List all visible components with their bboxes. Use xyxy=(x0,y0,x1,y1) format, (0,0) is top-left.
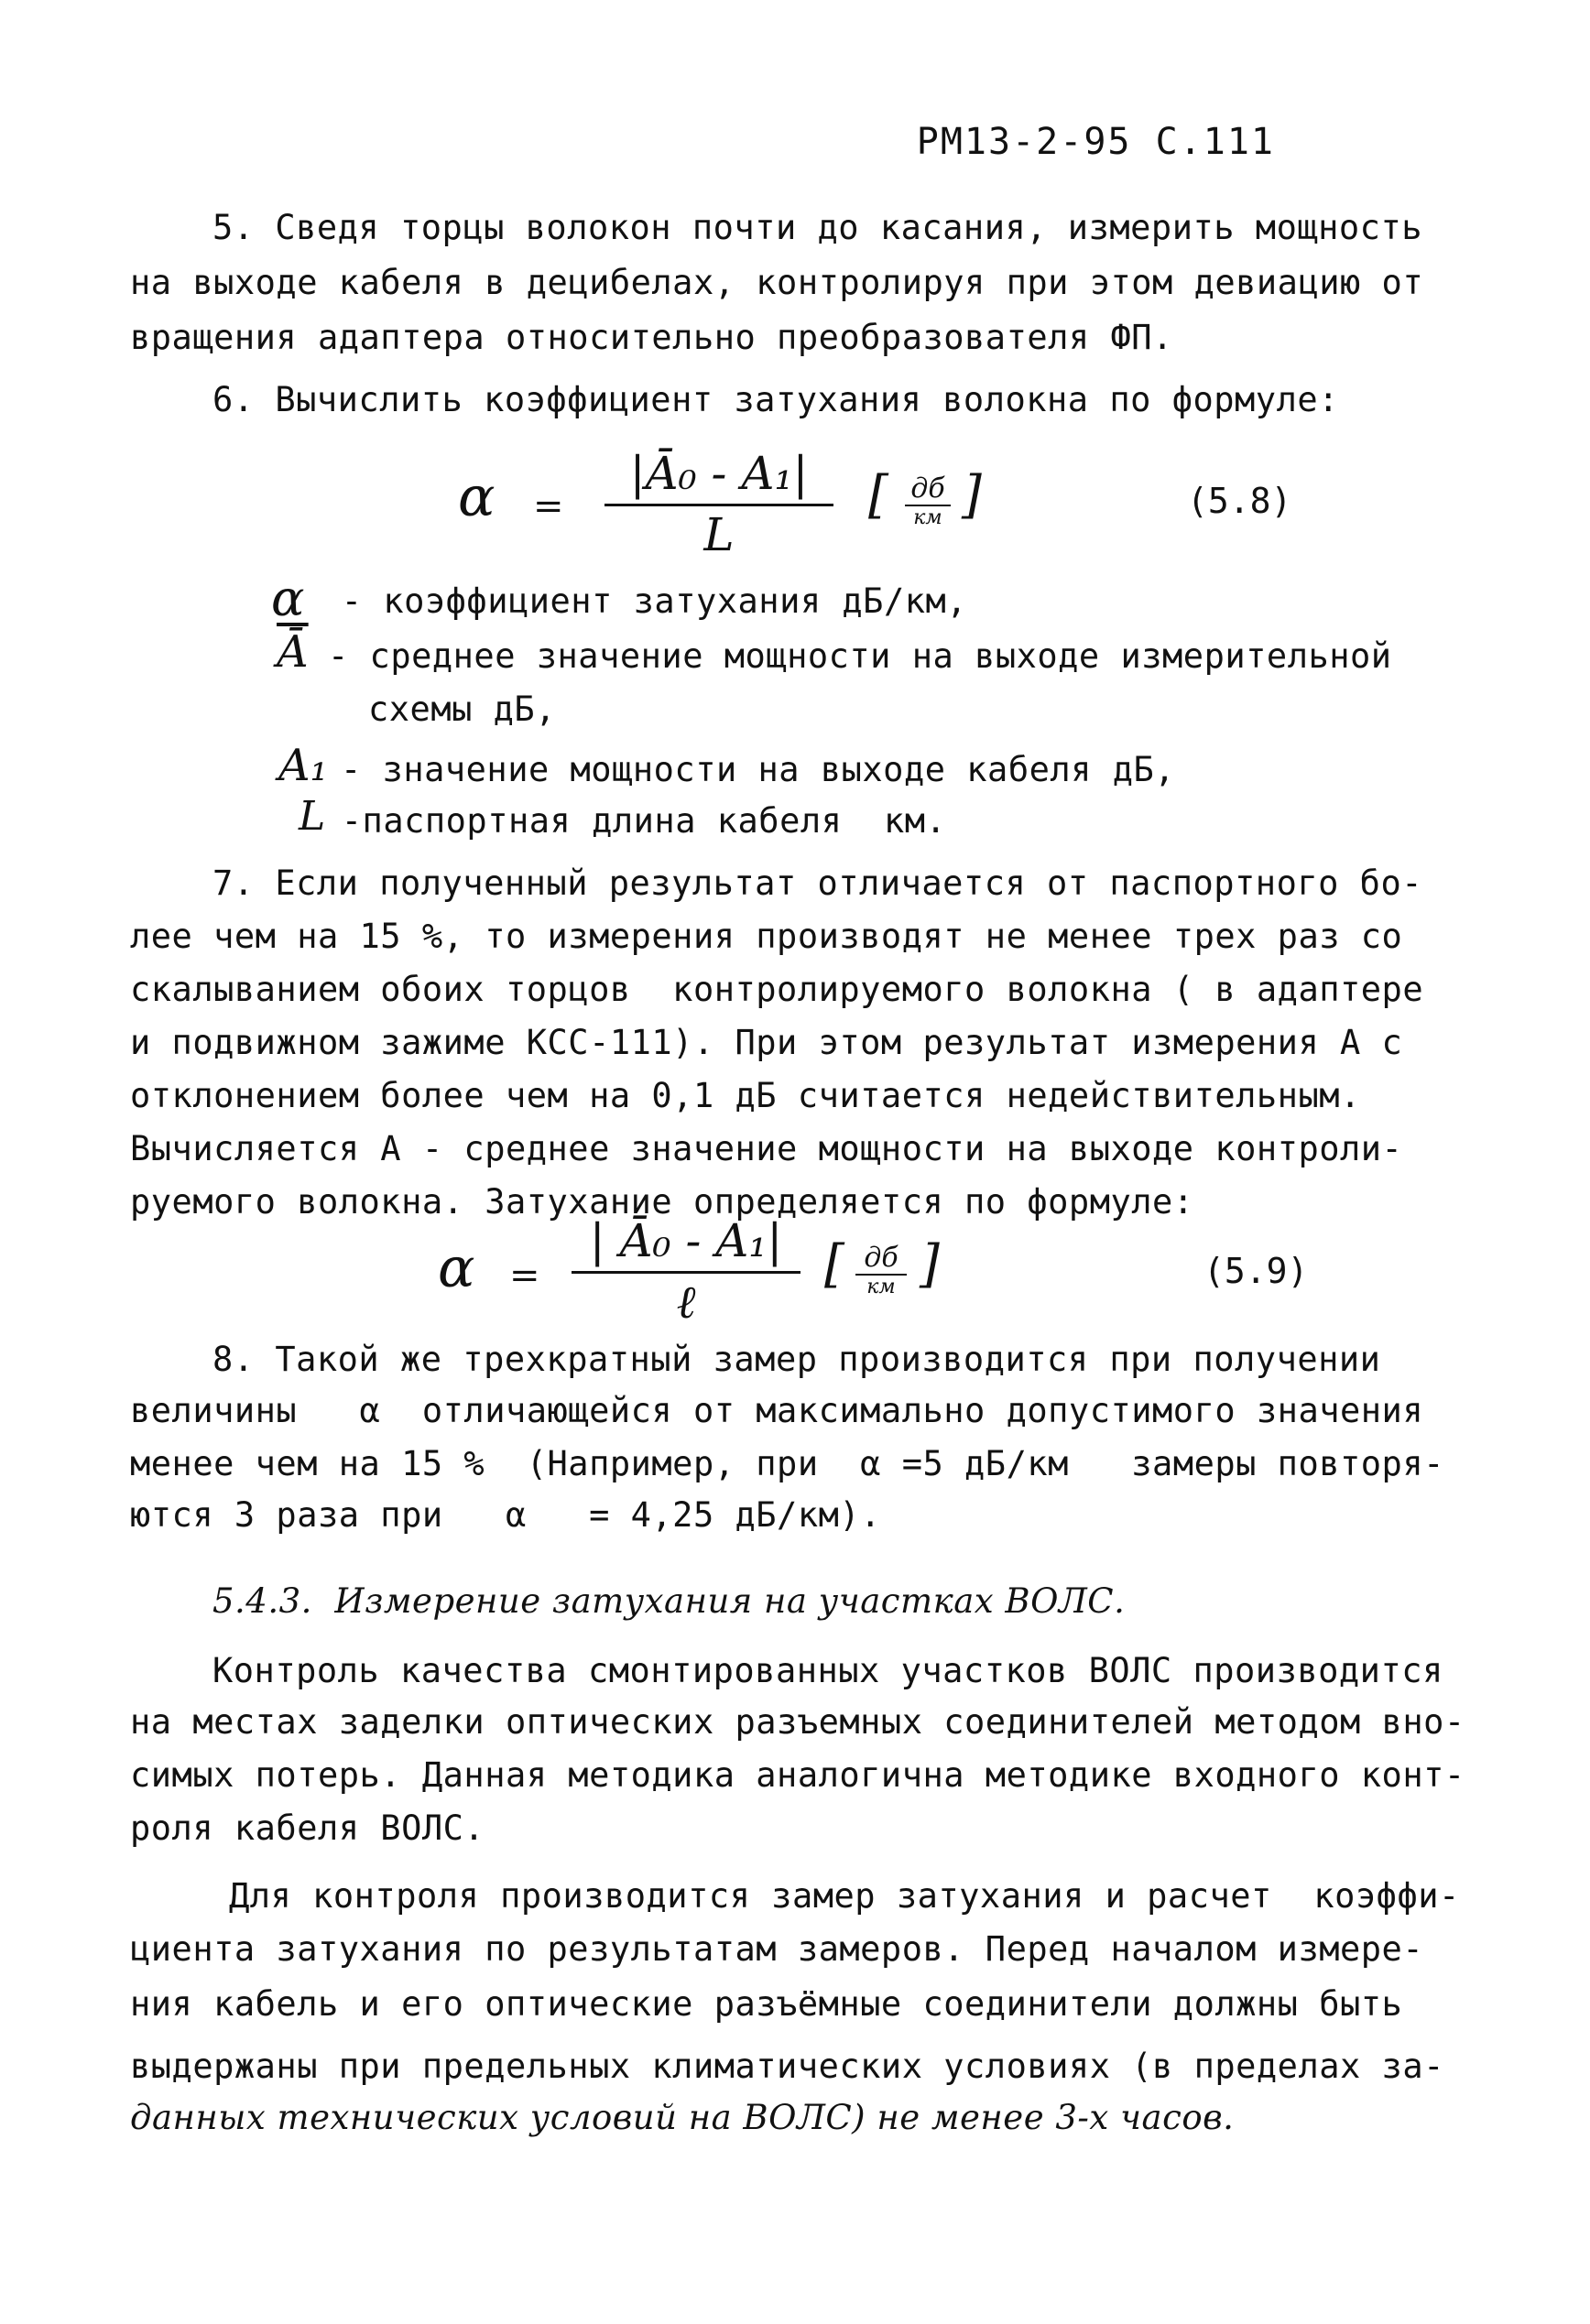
legend-a0-symbol: $\overline{Ā}$ xyxy=(277,626,309,678)
legend-a1-symbol: A₁ xyxy=(278,740,328,791)
legend-l-symbol: L xyxy=(299,793,326,840)
p6-line: 6. Вычислить коэффициент затухания волокна по формуле: xyxy=(212,380,1339,419)
formula2-denominator: ℓ xyxy=(676,1276,696,1329)
legend-l-text: -паспортная длина кабеля км. xyxy=(321,801,947,841)
formula2-fraction xyxy=(572,1214,800,1329)
formula1-number: (5.8) xyxy=(1187,481,1292,521)
formula1-equals: = xyxy=(533,485,564,527)
formula2-equals: = xyxy=(509,1254,540,1297)
formula1-fraction xyxy=(604,447,833,561)
formula1-alpha: α xyxy=(458,465,496,529)
p7-line-7: руемого волокна. Затухание определяется по формуле: xyxy=(130,1182,1194,1222)
p5-line-1: 5. Сведя торцы волокон почти до касания, измерить мощность xyxy=(212,208,1423,247)
p8-line-2: величины α отличающейся от максимально допустимого значения xyxy=(130,1391,1424,1430)
formula1-unit xyxy=(905,472,951,529)
formula2-unit-den: км xyxy=(866,1276,896,1298)
formula2-alpha: α xyxy=(438,1236,475,1300)
legend-a0-text-cont: схемы дБ, xyxy=(368,690,556,729)
legend-a0-text: - среднее значение мощности на выходе измерительной xyxy=(328,636,1392,676)
p7-line-1: 7. Если полученный результат отличается от паспортного бо- xyxy=(212,863,1423,903)
formula2-right-bracket: ] xyxy=(920,1234,940,1294)
p7-line-4: и подвижном зажиме КСС-111). При этом результат измерения А с xyxy=(130,1023,1403,1062)
formula1-unit-den: км xyxy=(913,506,942,529)
p7-line-2: лее чем на 15 %, то измерения производят не менее трех раз со xyxy=(130,917,1403,956)
p9-line-4: роля кабеля ВОЛС. xyxy=(130,1808,485,1848)
formula2-unit-num: дб xyxy=(855,1242,907,1276)
p10-line-5: данных технических условий на ВОЛС) не менее 3-х часов. xyxy=(130,2098,1235,2137)
legend-alpha-symbol: α xyxy=(271,570,305,627)
formula2-left-bracket: [ xyxy=(824,1234,844,1294)
formula1-numerator: |Ā₀ - A₁| xyxy=(604,447,833,506)
page-header-code: РМ13-2-95 С.111 xyxy=(916,121,1275,163)
legend-alpha-text: - коэффициент затухания дБ/км, xyxy=(321,581,968,621)
formula1-unit-num: дб xyxy=(905,472,951,506)
p8-line-3: менее чем на 15 % (Например, при α =5 дБ/км замеры повторя- xyxy=(130,1444,1444,1483)
formula2-numerator: | Ā₀ - A₁| xyxy=(572,1214,800,1274)
p9-line-2: на местах заделки оптических разъемных соединителей методом вно- xyxy=(130,1702,1465,1742)
formula2-unit xyxy=(855,1242,907,1298)
p5-line-2: на выходе кабеля в децибелах, контролируя при этом девиацию от xyxy=(130,263,1424,302)
p5-line-3: вращения адаптера относительно преобразователя ФП. xyxy=(130,318,1173,357)
p10-line-1: Для контроля производится замер затухания и расчет коэффи- xyxy=(229,1876,1460,1916)
legend-a1-text: - значение мощности на выходе кабеля дБ, xyxy=(341,750,1176,789)
formula1-denominator: L xyxy=(703,508,735,561)
p9-line-3: симых потерь. Данная методика аналогична методике входного конт- xyxy=(130,1755,1465,1795)
p10-line-4: выдержаны при предельных климатических условиях (в пределах за- xyxy=(130,2047,1444,2086)
p7-line-3: скалыванием обоих торцов контролируемого волокна ( в адаптере xyxy=(130,970,1424,1009)
section-heading: 5.4.3. Измерение затухания на участках ВОЛС. xyxy=(212,1581,1126,1621)
formula1-right-bracket: ] xyxy=(962,465,982,525)
p10-line-3: ния кабель и его оптические разъёмные соединители должны быть xyxy=(130,1984,1403,2024)
p8-line-1: 8. Такой же трехкратный замер производится при получении xyxy=(212,1340,1381,1379)
formula1-left-bracket: [ xyxy=(868,465,888,525)
formula2-number: (5.9) xyxy=(1203,1251,1309,1291)
p9-line-1: Контроль качества смонтированных участков ВОЛС производится xyxy=(212,1651,1443,1690)
p10-line-2: циента затухания по результатам замеров. Перед началом измере- xyxy=(130,1929,1424,1969)
p7-line-6: Вычисляется А - среднее значение мощности на выходе контроли- xyxy=(130,1129,1403,1168)
p8-line-4: ются 3 раза при α = 4,25 дБ/км). xyxy=(130,1495,881,1535)
p7-line-5: отклонением более чем на 0,1 дБ считается недействительным. xyxy=(130,1076,1361,1115)
